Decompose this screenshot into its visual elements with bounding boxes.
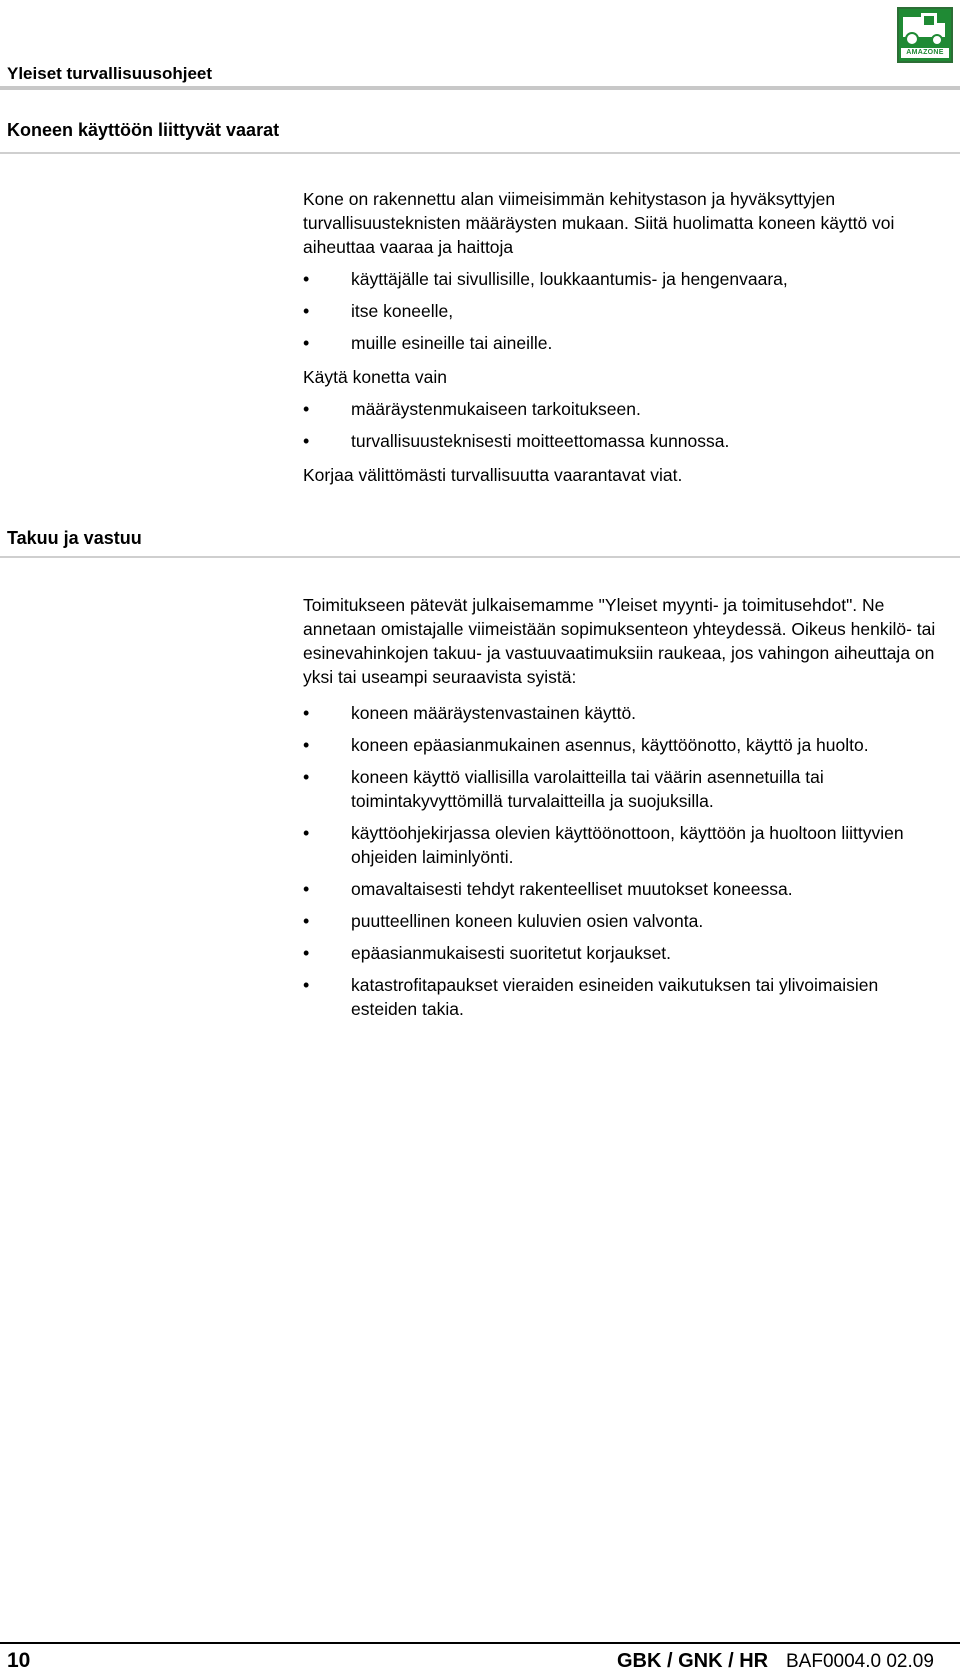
section-rule: [0, 556, 960, 558]
list-item: • käyttäjälle tai sivullisille, loukkaantumis- ja hengenvaara,: [303, 267, 943, 291]
use-list: [303, 397, 943, 453]
list-item: • koneen epäasianmukainen asennus, käyttöönotto, käyttö ja huolto.: [303, 733, 943, 757]
document-code: GBK / GNK / HR: [617, 1650, 769, 1672]
list-item: • katastrofitapaukset vieraiden esineiden vaikutuksen tai ylivoimaisien esteiden takia.: [303, 973, 943, 1021]
list-item: • muille esineille tai aineille.: [303, 331, 943, 355]
list-item: • koneen määräystenvastainen käyttö.: [303, 701, 943, 725]
tractor-logo-icon: [899, 9, 951, 49]
fix-text: Korjaa välittömästi turvallisuutta vaarantavat viat.: [303, 465, 683, 485]
document-reference: BAF0004.0 02.09: [786, 1651, 934, 1672]
footer-rule: [0, 1642, 960, 1644]
section-title-hazards: Koneen käyttöön liittyvät vaarat: [7, 120, 280, 140]
use-intro: Käytä konetta vain: [303, 367, 447, 387]
section-rule: [0, 152, 960, 154]
hazards-intro: Kone on rakennettu alan viimeisimmän kehitystason ja hyväksyttyjen turvallisuusteknisten määräysten mukaan. Siitä huolimatta koneen käyttö voi aiheuttaa vaaraa ja haittoja: [303, 189, 895, 257]
logo-wordmark: AMAZONE: [901, 48, 949, 58]
list-item: • epäasianmukaisesti suoritetut korjaukset.: [303, 941, 943, 965]
header-rule: [0, 86, 960, 90]
list-item: • itse koneelle,: [303, 299, 943, 323]
hazards-list: [303, 267, 943, 355]
list-item: • omavaltaisesti tehdyt rakenteelliset muutokset koneessa.: [303, 877, 943, 901]
list-item: • turvallisuusteknisesti moitteettomassa kunnossa.: [303, 429, 943, 453]
warranty-section-body: [303, 593, 943, 1021]
hazards-section-body: [303, 187, 943, 487]
list-item: • koneen käyttö viallisilla varolaitteilla tai väärin asennetuilla tai toimintakyvyttömillä turvalaitteilla ja suojuksilla.: [303, 765, 943, 813]
causes-list: [303, 701, 943, 1021]
header-title: Yleiset turvallisuusohjeet: [7, 64, 213, 83]
warranty-intro: Toimitukseen pätevät julkaisemamme "Yleiset myynti- ja toimitusehdot". Ne annetaan omistajalle viimeistään sopimuksenteon yhteydessä. Oikeus henkilö- tai esinevahinkojen takuu- ja vastuuvaatimuksiin raukeaa, jos vahingon aiheuttaja on yksi tai useampi seuraavista syistä:: [303, 595, 936, 687]
list-item: • määräystenmukaiseen tarkoitukseen.: [303, 397, 943, 421]
amazone-logo: [897, 7, 953, 63]
list-item: • puutteellinen koneen kuluvien osien valvonta.: [303, 909, 943, 933]
list-item: • käyttöohjekirjassa olevien käyttöönottoon, käyttöön ja huoltoon liittyvien ohjeiden laiminlyönti.: [303, 821, 943, 869]
section-title-warranty: Takuu ja vastuu: [7, 528, 142, 548]
page-number: 10: [7, 1649, 31, 1672]
